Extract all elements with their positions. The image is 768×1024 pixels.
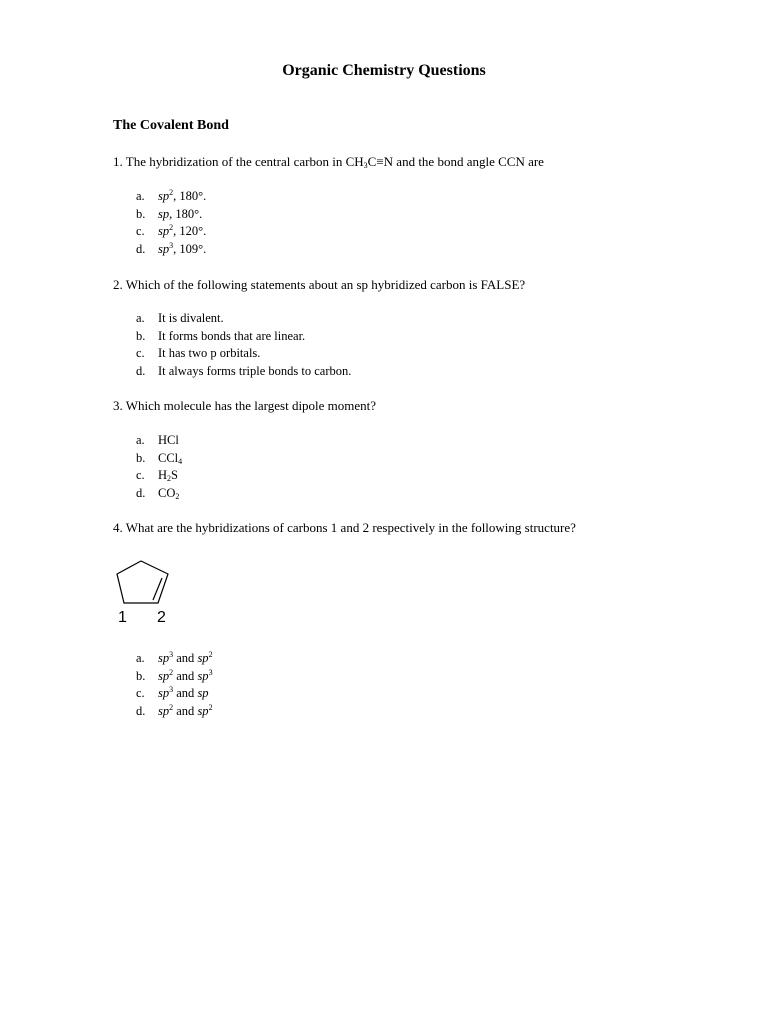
option-item (136, 206, 206, 224)
option-letter: b. (136, 668, 146, 683)
pentagon-ring-icon (110, 552, 180, 612)
formula-main: CCl (158, 450, 179, 465)
option-item (136, 241, 206, 259)
option-letter: a. (136, 651, 145, 665)
hyb-2-superscript: 2 (208, 702, 213, 712)
option-text: It has two p orbitals. (158, 346, 261, 360)
option-text: It forms bonds that are linear. (158, 328, 306, 343)
option-angle: , 180°. (169, 206, 203, 221)
page-title: Organic Chemistry Questions (282, 62, 486, 79)
question-2-options (136, 310, 351, 380)
option-item (136, 467, 182, 485)
and-text: and (173, 703, 198, 718)
hyb-2-superscript: 2 (208, 650, 213, 659)
option-letter: a. (136, 433, 145, 447)
option-letter: c. (136, 224, 145, 238)
option-angle: , 120°. (173, 224, 207, 238)
hyb-2-superscript: 3 (208, 667, 213, 677)
option-item (136, 685, 213, 703)
carbon-label-2: 2 (157, 609, 166, 626)
option-item (136, 188, 206, 206)
hyb-1-superscript: 2 (169, 667, 174, 677)
option-item (136, 650, 213, 668)
option-item (136, 450, 182, 468)
hyb-1-superscript: 3 (169, 685, 174, 694)
option-hybridization: sp (158, 189, 170, 203)
option-superscript: 2 (169, 188, 174, 197)
option-text: It always forms triple bonds to carbon. (158, 363, 352, 378)
question-3-options (136, 432, 182, 502)
hyb-1-superscript: 3 (169, 650, 174, 659)
hyb-2: sp (197, 651, 209, 665)
option-hybridization: sp (158, 224, 170, 238)
hyb-1: sp (158, 668, 170, 683)
formula-main: HCl (158, 433, 179, 447)
formula-subscript: 2 (167, 474, 172, 483)
option-letter: b. (136, 450, 146, 465)
option-letter: b. (136, 206, 146, 221)
option-letter: a. (136, 189, 145, 203)
option-letter: c. (136, 686, 145, 700)
question-1 (113, 154, 544, 170)
question-2: 2. Which of the following statements about an sp hybridized carbon is FALSE? (113, 277, 526, 292)
option-item (136, 432, 182, 450)
option-text: It is divalent. (158, 311, 224, 325)
option-item (136, 703, 213, 721)
formula-main: H (158, 468, 168, 482)
option-angle: , 109°. (173, 241, 207, 256)
hyb-2: sp (197, 703, 209, 718)
hyb-1: sp (158, 686, 170, 700)
formula-tail: S (171, 468, 178, 482)
option-hybridization: sp (158, 206, 170, 221)
option-letter: d. (136, 485, 146, 500)
option-letter: c. (136, 468, 145, 482)
option-item (136, 328, 351, 346)
question-1-text-pre: 1. The hybridization of the central carbon in CH (113, 154, 364, 169)
and-text: and (173, 651, 198, 665)
option-letter: d. (136, 241, 146, 256)
question-3: 3. Which molecule has the largest dipole moment? (113, 398, 377, 413)
option-letter: a. (136, 311, 145, 325)
option-angle: , 180°. (173, 189, 207, 203)
question-1-text-post: C≡N and the bond angle CCN are (367, 154, 544, 169)
option-item (136, 223, 206, 241)
hyb-2: sp (197, 668, 209, 683)
and-text: and (173, 668, 198, 683)
cyclopentene-structure (110, 552, 180, 632)
formula-main: CO (158, 485, 176, 500)
option-item (136, 363, 351, 381)
option-hybridization: sp (158, 241, 170, 256)
formula-subscript: 2 (175, 491, 180, 501)
formula-subscript: 4 (178, 456, 183, 466)
question-4: 4. What are the hybridizations of carbons 1 and 2 respectively in the following structure? (113, 520, 576, 535)
option-item (136, 310, 351, 328)
option-letter: c. (136, 346, 145, 360)
option-item (136, 668, 213, 686)
hyb-1: sp (158, 651, 170, 665)
option-letter: d. (136, 703, 146, 718)
question-1-subscript: 3 (363, 161, 368, 170)
option-superscript: 3 (169, 240, 174, 250)
question-4-options (136, 650, 213, 720)
hyb-1-superscript: 2 (169, 702, 174, 712)
carbon-label-1: 1 (118, 609, 127, 626)
hyb-2: sp (197, 686, 209, 700)
option-item (136, 485, 182, 503)
question-1-options (136, 188, 206, 258)
option-letter: d. (136, 363, 146, 378)
option-item (136, 345, 351, 363)
option-superscript: 2 (169, 223, 174, 232)
and-text: and (173, 686, 198, 700)
section-heading: The Covalent Bond (113, 118, 229, 133)
option-letter: b. (136, 328, 146, 343)
hyb-1: sp (158, 703, 170, 718)
